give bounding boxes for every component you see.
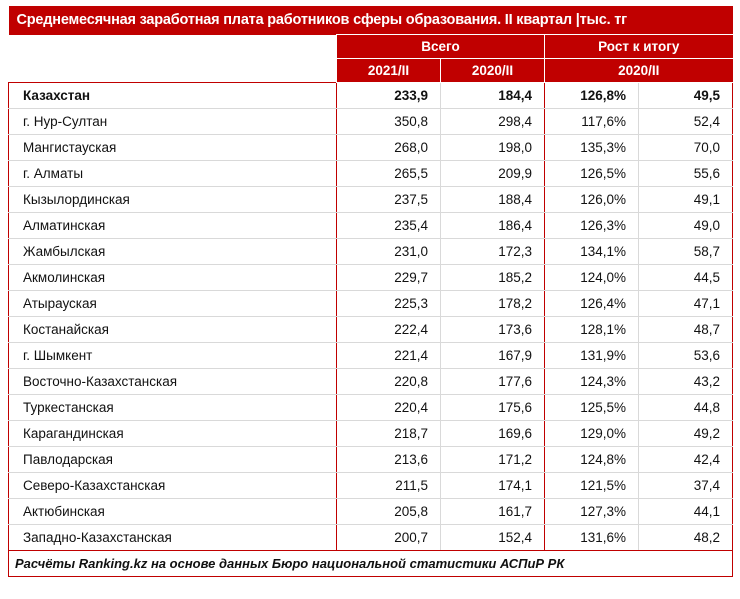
row-growth-absolute: 70,0	[639, 135, 733, 161]
table-row[interactable]	[9, 213, 733, 239]
row-value-2021: 222,4	[337, 317, 441, 343]
header-group-total: Всего	[337, 35, 545, 59]
title-row	[9, 6, 733, 35]
header-sub-row	[9, 59, 733, 83]
row-value-2020: 188,4	[441, 187, 545, 213]
row-growth-absolute: 43,2	[639, 369, 733, 395]
row-value-2020: 178,2	[441, 291, 545, 317]
row-value-2021: 211,5	[337, 473, 441, 499]
row-growth-percent: 131,6%	[545, 525, 639, 551]
row-value-2020: 152,4	[441, 525, 545, 551]
row-value-2021: 237,5	[337, 187, 441, 213]
row-value-2020: 175,6	[441, 395, 545, 421]
table-row[interactable]	[9, 291, 733, 317]
header-group-growth: Рост к итогу	[545, 35, 733, 59]
row-value-2021: 205,8	[337, 499, 441, 525]
row-value-2020: 177,6	[441, 369, 545, 395]
table-row[interactable]	[9, 447, 733, 473]
salary-table	[8, 6, 733, 577]
row-value-2020: 174,1	[441, 473, 545, 499]
row-value-2020: 186,4	[441, 213, 545, 239]
table-footer	[9, 551, 733, 577]
row-growth-percent: 126,4%	[545, 291, 639, 317]
row-value-2020: 169,6	[441, 421, 545, 447]
row-value-2020: 184,4	[441, 83, 545, 109]
table-row[interactable]	[9, 161, 733, 187]
row-region-name: Павлодарская	[9, 447, 337, 473]
row-growth-absolute: 44,8	[639, 395, 733, 421]
table-row[interactable]	[9, 343, 733, 369]
row-region-name: Алматинская	[9, 213, 337, 239]
row-growth-absolute: 55,6	[639, 161, 733, 187]
row-region-name: Кызылординская	[9, 187, 337, 213]
table-row[interactable]	[9, 499, 733, 525]
row-value-2020: 198,0	[441, 135, 545, 161]
row-value-2020: 209,9	[441, 161, 545, 187]
row-value-2021: 221,4	[337, 343, 441, 369]
row-region-name: Восточно-Казахстанская	[9, 369, 337, 395]
row-value-2021: 225,3	[337, 291, 441, 317]
row-growth-absolute: 44,5	[639, 265, 733, 291]
row-value-2020: 172,3	[441, 239, 545, 265]
row-growth-percent: 121,5%	[545, 473, 639, 499]
table-row[interactable]	[9, 525, 733, 551]
table-row[interactable]	[9, 109, 733, 135]
row-growth-absolute: 47,1	[639, 291, 733, 317]
table-row[interactable]	[9, 421, 733, 447]
row-region-name: Казахстан	[9, 83, 337, 109]
row-value-2021: 220,8	[337, 369, 441, 395]
row-value-2021: 218,7	[337, 421, 441, 447]
row-value-2020: 161,7	[441, 499, 545, 525]
row-value-2020: 298,4	[441, 109, 545, 135]
header-group-row	[9, 35, 733, 59]
header-col-growth-period: 2020/II	[545, 59, 733, 83]
row-growth-percent: 117,6%	[545, 109, 639, 135]
row-value-2021: 220,4	[337, 395, 441, 421]
row-region-name: Жамбылская	[9, 239, 337, 265]
row-value-2021: 350,8	[337, 109, 441, 135]
table-row[interactable]	[9, 317, 733, 343]
row-region-name: Атырауская	[9, 291, 337, 317]
row-region-name: г. Нур-Султан	[9, 109, 337, 135]
row-growth-percent: 127,3%	[545, 499, 639, 525]
row-value-2020: 171,2	[441, 447, 545, 473]
row-value-2021: 268,0	[337, 135, 441, 161]
row-growth-absolute: 48,2	[639, 525, 733, 551]
table-row[interactable]	[9, 395, 733, 421]
row-growth-absolute: 48,7	[639, 317, 733, 343]
row-growth-percent: 131,9%	[545, 343, 639, 369]
row-value-2021: 235,4	[337, 213, 441, 239]
table-body	[9, 83, 733, 551]
row-growth-absolute: 49,5	[639, 83, 733, 109]
row-region-name: Карагандинская	[9, 421, 337, 447]
page-title: Среднемесячная заработная плата работников сферы образования. II квартал |тыс. тг	[9, 6, 733, 35]
row-region-name: Западно-Казахстанская	[9, 525, 337, 551]
row-growth-absolute: 49,1	[639, 187, 733, 213]
table-row[interactable]	[9, 135, 733, 161]
row-region-name: Акмолинская	[9, 265, 337, 291]
row-region-name: Костанайская	[9, 317, 337, 343]
row-growth-percent: 126,0%	[545, 187, 639, 213]
row-growth-absolute: 52,4	[639, 109, 733, 135]
row-value-2021: 200,7	[337, 525, 441, 551]
row-growth-absolute: 37,4	[639, 473, 733, 499]
row-value-2021: 231,0	[337, 239, 441, 265]
row-growth-percent: 134,1%	[545, 239, 639, 265]
table-row[interactable]	[9, 187, 733, 213]
row-growth-percent: 128,1%	[545, 317, 639, 343]
row-growth-percent: 135,3%	[545, 135, 639, 161]
header-spacer-2	[9, 59, 337, 83]
table-row[interactable]	[9, 239, 733, 265]
table-row[interactable]	[9, 369, 733, 395]
row-value-2020: 167,9	[441, 343, 545, 369]
row-growth-absolute: 58,7	[639, 239, 733, 265]
header-spacer	[9, 35, 337, 59]
row-region-name: г. Шымкент	[9, 343, 337, 369]
table-header	[9, 6, 733, 83]
row-growth-percent: 129,0%	[545, 421, 639, 447]
table-row[interactable]	[9, 83, 733, 109]
row-growth-percent: 126,8%	[545, 83, 639, 109]
row-growth-percent: 126,3%	[545, 213, 639, 239]
row-value-2021: 229,7	[337, 265, 441, 291]
row-growth-absolute: 49,0	[639, 213, 733, 239]
row-growth-absolute: 49,2	[639, 421, 733, 447]
row-region-name: Актюбинская	[9, 499, 337, 525]
row-growth-percent: 124,8%	[545, 447, 639, 473]
row-growth-percent: 125,5%	[545, 395, 639, 421]
row-growth-absolute: 44,1	[639, 499, 733, 525]
table-row[interactable]	[9, 473, 733, 499]
row-region-name: г. Алматы	[9, 161, 337, 187]
row-growth-percent: 126,5%	[545, 161, 639, 187]
row-value-2020: 173,6	[441, 317, 545, 343]
table-row[interactable]	[9, 265, 733, 291]
row-value-2020: 185,2	[441, 265, 545, 291]
header-col-2021: 2021/II	[337, 59, 441, 83]
row-value-2021: 233,9	[337, 83, 441, 109]
row-region-name: Северо-Казахстанская	[9, 473, 337, 499]
row-value-2021: 265,5	[337, 161, 441, 187]
row-growth-absolute: 42,4	[639, 447, 733, 473]
row-growth-percent: 124,0%	[545, 265, 639, 291]
row-region-name: Мангистауская	[9, 135, 337, 161]
header-col-2020: 2020/II	[441, 59, 545, 83]
row-growth-absolute: 53,6	[639, 343, 733, 369]
row-growth-percent: 124,3%	[545, 369, 639, 395]
row-value-2021: 213,6	[337, 447, 441, 473]
row-region-name: Туркестанская	[9, 395, 337, 421]
footer-row	[9, 551, 733, 577]
source-note: Расчёты Ranking.kz на основе данных Бюро национальной статистики АСПиР РК	[9, 551, 733, 577]
